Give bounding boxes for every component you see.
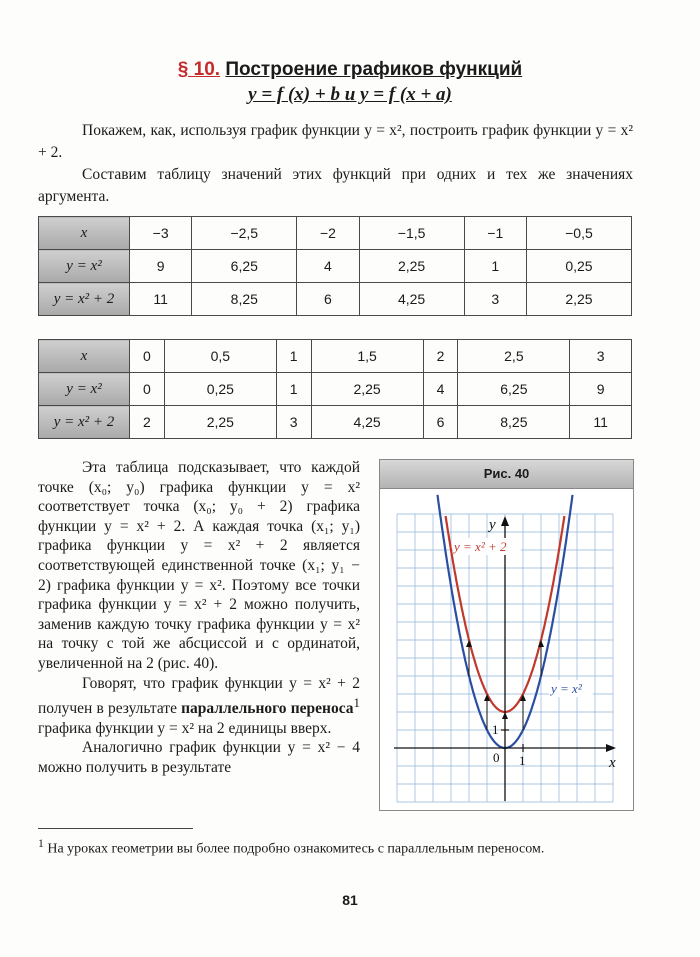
arrow-head-icon: [466, 640, 472, 647]
table-cell: 2: [423, 340, 458, 373]
row-header: y = x² + 2: [39, 283, 130, 316]
row-header: y = x² + 2: [39, 406, 130, 439]
intro-paragraph-2: Составим таблицу значений этих функций при одних и тех же значениях аргумента.: [38, 166, 633, 205]
figure-40: [379, 459, 634, 811]
y-axis-arrow-icon: [501, 516, 509, 526]
footnote: $^1$ На уроках геометрии вы более подробно ознакомитесь с параллельным переносом.: [38, 837, 545, 857]
table-cell: 2,25: [526, 283, 631, 316]
footnote-separator: [38, 828, 193, 829]
table-cell: −3: [130, 217, 192, 250]
table-cell: 0,25: [526, 250, 631, 283]
table-cell: 4: [297, 250, 359, 283]
footnote-ref: 1: [353, 695, 360, 711]
parabola-plot: [380, 489, 633, 810]
table-cell: 4,25: [359, 283, 464, 316]
table-cell: 1: [276, 373, 311, 406]
page-number: 81: [342, 892, 358, 908]
label-y-x2: y = x²: [551, 681, 582, 696]
values-table-negative: [38, 216, 632, 316]
table-cell: 2,25: [164, 406, 276, 439]
table-cell: 1,5: [311, 340, 423, 373]
table-cell: 0: [130, 373, 165, 406]
table-cell: 6,25: [458, 373, 570, 406]
table-cell: 11: [130, 283, 192, 316]
table-cell: 6,25: [192, 250, 297, 283]
table-cell: 2,5: [458, 340, 570, 373]
section-number: § 10.: [177, 59, 221, 80]
table-cell: 2,25: [311, 373, 423, 406]
table-cell: −2,5: [192, 217, 297, 250]
table-cell: −1,5: [359, 217, 464, 250]
term-parallel-translation: параллельного переноса: [181, 700, 354, 718]
table-cell: 6: [423, 406, 458, 439]
table-cell: 3: [276, 406, 311, 439]
tick-label-origin: 0: [493, 750, 500, 765]
figure-caption: Рис. 40: [380, 460, 633, 489]
body-paragraph-3: Аналогично график функции y = x² − 4 можно получить в результате: [38, 739, 360, 777]
table-cell: 9: [570, 373, 632, 406]
table-cell: 1: [276, 340, 311, 373]
label-y-x2-plus-2: y = x² + 2: [454, 539, 507, 554]
table-cell: 6: [297, 283, 359, 316]
table-cell: 4,25: [311, 406, 423, 439]
table-cell: 3: [464, 283, 526, 316]
body-text: [38, 458, 360, 778]
table-row: [39, 340, 632, 373]
table-row: [39, 250, 632, 283]
table-cell: 2: [130, 406, 165, 439]
row-header: y = x²: [39, 250, 130, 283]
table-cell: 9: [130, 250, 192, 283]
footnote-mark: 1: [38, 837, 44, 850]
table-cell: 2,25: [359, 250, 464, 283]
section-title: Построение графиков функций: [225, 59, 523, 80]
row-header: x: [39, 340, 130, 373]
values-table-positive: [38, 339, 632, 439]
row-header: y = x²: [39, 373, 130, 406]
row-header: x: [39, 217, 130, 250]
body-paragraph-1: Эта таблица подсказывает, что каждой точке (x₀; y₀) графика функции y = x² соответствует точка (x₀; y₀ + 2) графика функции y = x² + 2. А каждая точка (x₁; y₁) графика функции y = x² + 2 является соответствующей единственной точке (x₁; y₁ − 2) графика функции y = x². Поэтому все точки графика функции y = x² + 2 можно получить, заменив каждую точку графика функции y = x² на точку с той же абсциссой и с ординатой, увеличенной на 2 (рис. 40).: [38, 459, 360, 672]
section-heading: [0, 58, 700, 82]
table-cell: 11: [570, 406, 632, 439]
table-row: [39, 406, 632, 439]
axis-label-y: y: [489, 517, 496, 533]
table-cell: 4: [423, 373, 458, 406]
tick-label-y1: 1: [492, 722, 499, 737]
x-axis-arrow-icon: [606, 744, 616, 752]
table-cell: 8,25: [192, 283, 297, 316]
axis-label-x: x: [609, 755, 616, 771]
body-paragraph-2: Говорят, что график функции y = x² + 2 получен в результате параллельного переноса$^1$ графика функции y = x² на 2 единицы вверх.: [38, 674, 360, 737]
table-cell: 1: [464, 250, 526, 283]
table-cell: 8,25: [458, 406, 570, 439]
table-row: [39, 217, 632, 250]
table-row: [39, 283, 632, 316]
arrow-head-icon: [538, 640, 544, 647]
table-cell: −0,5: [526, 217, 631, 250]
table-cell: −2: [297, 217, 359, 250]
table-cell: 3: [570, 340, 632, 373]
table-cell: 0: [130, 340, 165, 373]
tick-label-x1: 1: [519, 753, 526, 768]
table-cell: 0,5: [164, 340, 276, 373]
section-subtitle: y = f (x) + b и y = f (x + a): [248, 84, 452, 105]
table-cell: 0,25: [164, 373, 276, 406]
intro-paragraph-1: Покажем, как, используя график функции y = x², построить график функции y = x² + 2.: [38, 122, 633, 161]
table-cell: −1: [464, 217, 526, 250]
table-row: [39, 373, 632, 406]
